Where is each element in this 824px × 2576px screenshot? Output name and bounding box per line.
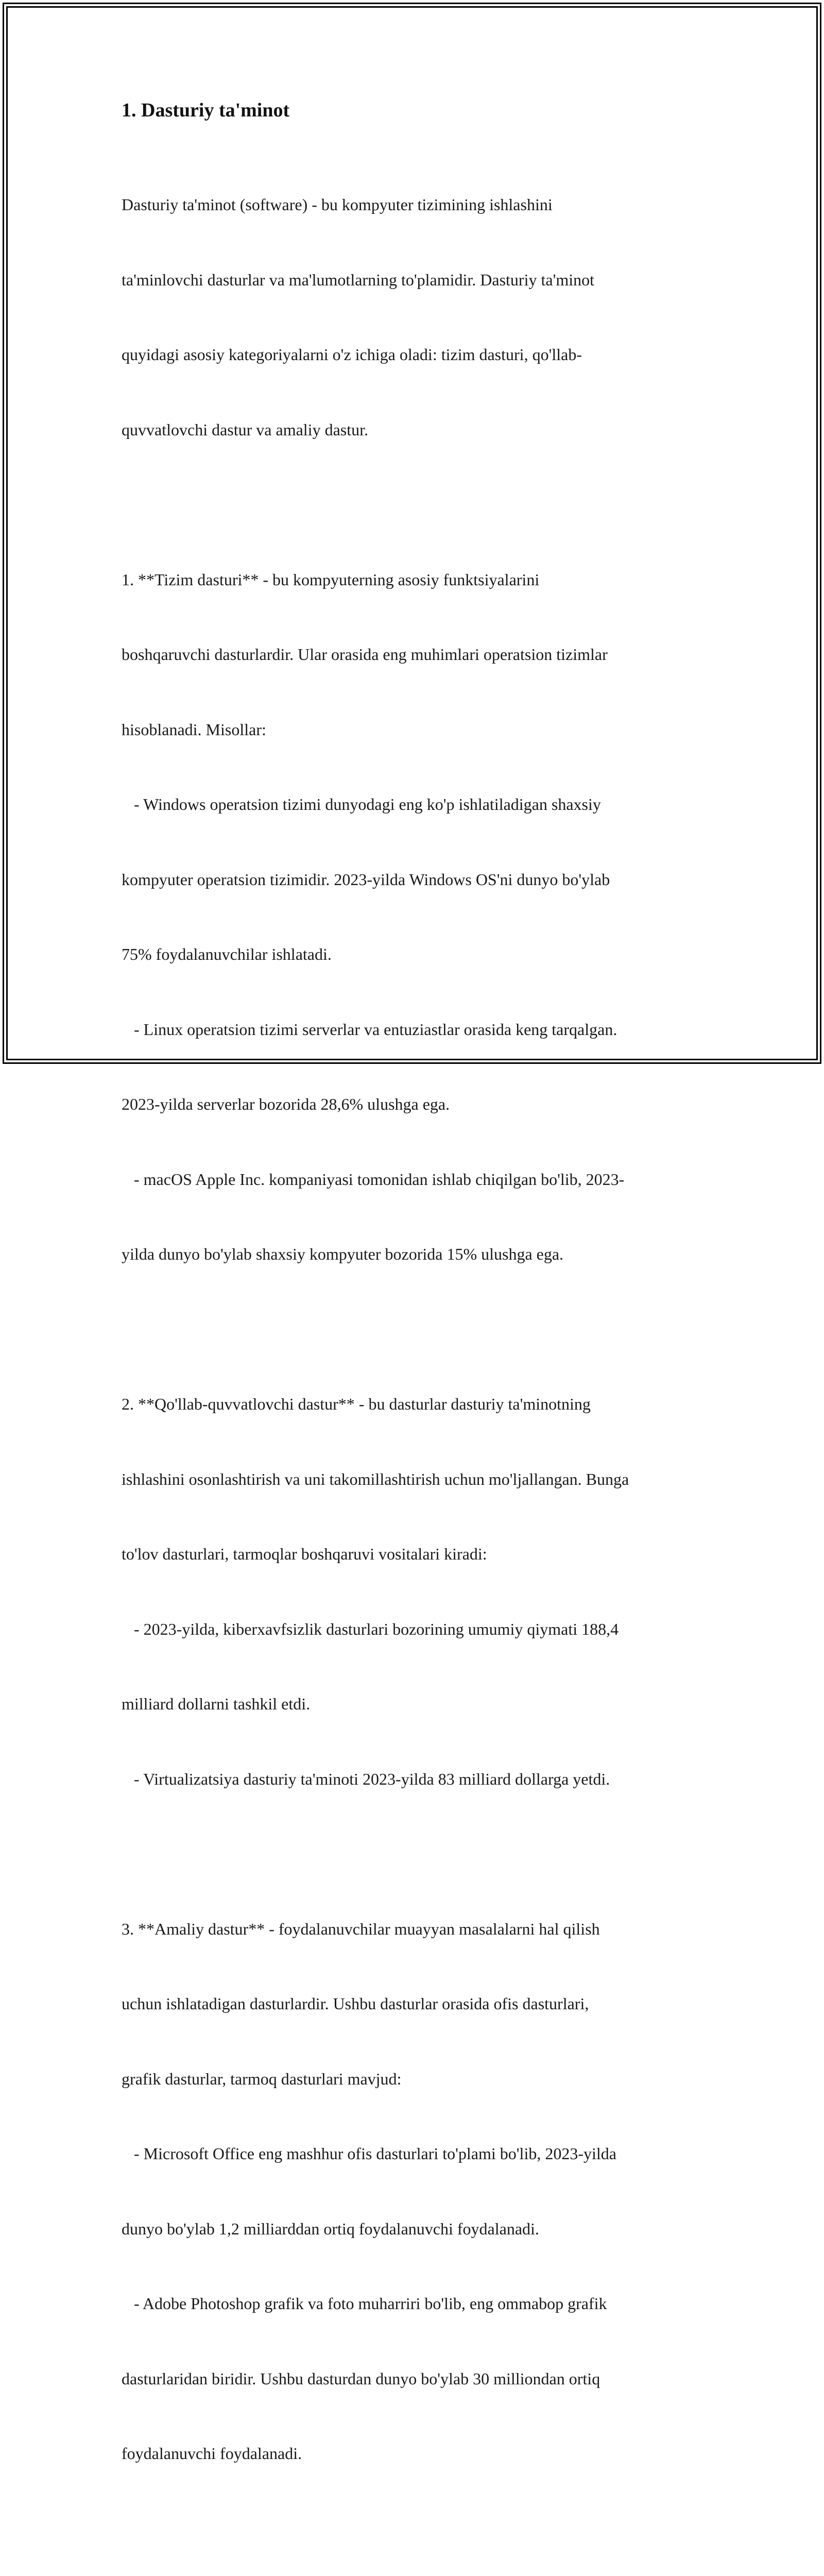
text-line: uchun ishlatadigan dasturlardir. Ushbu dasturlar orasida ofis dasturlari, [122,1994,589,2013]
text-line: to'lov dasturlari, tarmoqlar boshqaruvi vositalari kiradi: [122,1545,487,1563]
text-line: 2023-yilda serverlar bozorida 28,6% ulushga ega. [122,1095,450,1113]
text-line: - Linux operatsion tizimi serverlar va entuziastlar orasida keng tarqalgan. [122,1020,617,1039]
section-development-process [122,2541,709,2576]
text-line: dasturlaridan biridir. Ushbu dasturdan dunyo bo'ylab 30 milliondan ortiq [122,2369,600,2388]
text-line: kompyuter operatsion tizimidir. 2023-yilda Windows OS'ni dunyo bo'ylab [122,870,610,889]
text-line: milliard dollarni tashkil etdi. [122,1694,311,1713]
intro-paragraph [122,142,709,492]
text-line: dunyo bo'ylab 1,2 milliarddan ortiq foydalanuvchi foydalanadi. [122,2219,539,2238]
text-line: Dasturiy ta'minot (software) - bu kompyuter tizimining ishlashini [122,195,553,214]
text-line: quvvatlovchi dastur va amaliy dastur. [122,420,368,439]
text-line: 2. **Qo'llab-quvvatlovchi dastur** - bu dasturlar dasturiy ta'minotning [122,1395,591,1413]
text-line: ta'minlovchi dasturlar va ma'lumotlarning to'plamidir. Dasturiy ta'minot [122,270,594,289]
text-line: - macOS Apple Inc. kompaniyasi tomonidan ishlab chiqilgan bo'lib, 2023- [122,1170,625,1189]
blank-line [122,492,709,517]
text-line: 3. **Amaliy dastur** - foydalanuvchilar muayyan masalalarni hal qilish [122,1919,600,1938]
text-line: grafik dasturlar, tarmoq dasturlari mavjud: [122,2069,402,2088]
section-application-software [122,1867,709,2516]
text-line: boshqaruvchi dasturlardir. Ular orasida eng muhimlari operatsion tizimlar [122,645,608,664]
text-line: yilda dunyo bo'ylab shaxsiy kompyuter bozorida 15% ulushga ega. [122,1245,564,1263]
section-system-software [122,517,709,1317]
text-line: 75% foydalanuvchilar ishlatadi. [122,945,332,963]
text-line: 1. **Tizim dasturi** - bu kompyuterning asosiy funktsiyalarini [122,570,540,589]
blank-line [122,2516,709,2541]
text-line: ishlashini osonlashtirish va uni takomillashtirish uchun mo'ljallangan. Bunga [122,1469,629,1488]
blank-line [122,1317,709,1342]
section-support-software [122,1342,709,1841]
text-line: - Adobe Photoshop grafik va foto muharriri bo'lib, eng ommabop grafik [122,2294,607,2313]
text-line: - 2023-yilda, kiberxavfsizlik dasturlari bozorining umumiy qiymati 188,4 [122,1619,619,1638]
text-line: quyidagi asosiy kategoriyalarni o'z ichiga oladi: tizim dasturi, qo'llab- [122,345,582,364]
document-body [122,96,709,2576]
text-line: - Windows operatsion tizimi dunyodagi eng ko'p ishlatiladigan shaxsiy [122,795,601,814]
text-line: - Virtualizatsiya dasturiy ta'minoti 2023-yilda 83 milliard dollarga yetdi. [122,1769,610,1788]
text-line: hisoblanadi. Misollar: [122,720,266,739]
blank-line [122,1841,709,1867]
text-line: foydalanuvchi foydalanadi. [122,2444,302,2463]
text-line: - Microsoft Office eng mashhur ofis dasturlari to'plami bo'lib, 2023-yilda [122,2144,616,2163]
document-title: 1. Dasturiy ta'minot [122,99,290,121]
